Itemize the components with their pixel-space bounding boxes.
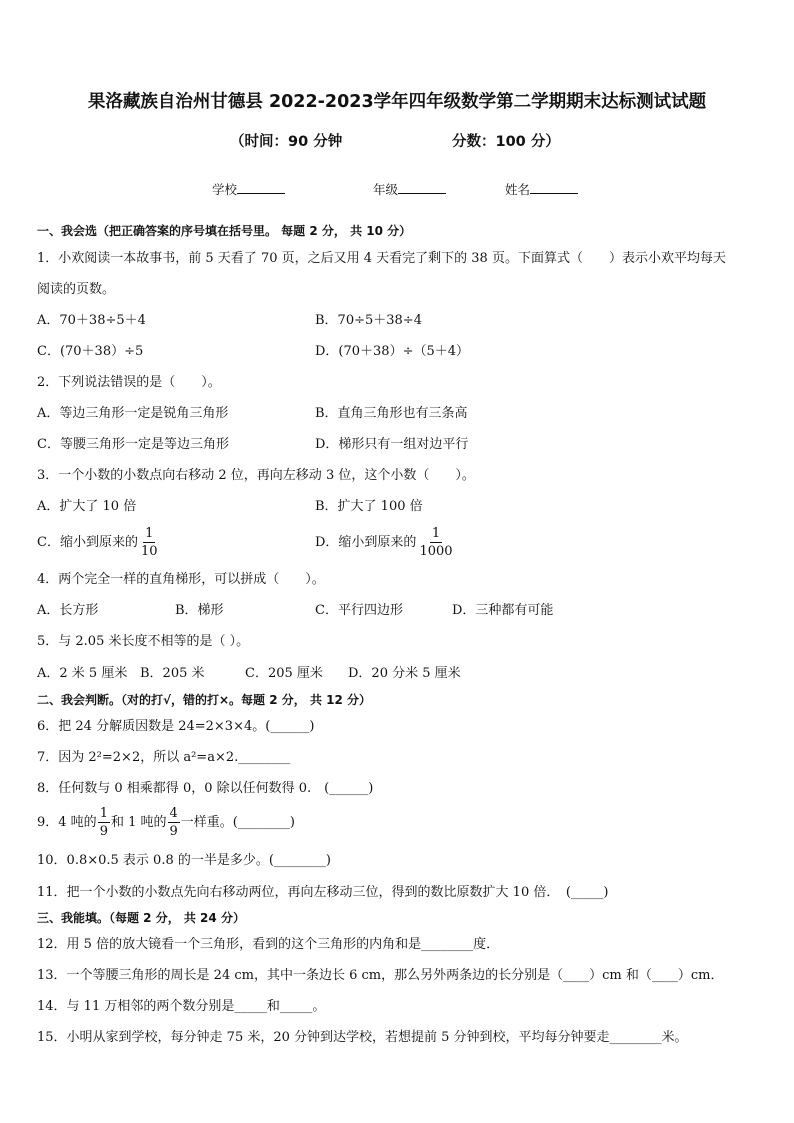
fraction-numerator: 4 (169, 806, 178, 821)
q2-option-b: B．直角三角形也有三条高 (315, 406, 468, 421)
q3-option-d (315, 526, 456, 559)
q5-option-c: C．205 厘米 (245, 666, 323, 681)
q6: 6．把 24 分解质因数是 24=2×3×4。(______) (37, 719, 315, 734)
q13: 13．一个等腰三角形的周长是 24 cm，其中一条边长 6 cm，那么另外两条边的长分别是（____）cm 和（____）cm． (37, 968, 724, 983)
exam-title: 果洛藏族自治州甘德县 2022-2023学年四年级数学第二学期期末达标测试试题 (87, 92, 707, 112)
q3-option-d-text: D．缩小到原来的 (315, 535, 417, 550)
q9-suffix: 一样重。(________) (180, 815, 295, 830)
q9-fraction-2 (168, 806, 180, 839)
q2-option-c: C．等腰三角形一定是等边三角形 (37, 437, 229, 452)
q12: 12．用 5 倍的放大镜看一个三角形，看到的这个三角形的内角和是________度． (37, 937, 500, 952)
q1-stem-line1: 1．小欢阅读一本故事书，前 5 天看了 70 页，之后又用 4 天看完了剩下的 38 页。下面算式（ ）表示小欢平均每天 (37, 251, 726, 266)
section-1-heading: 一、我会选（把正确答案的序号填在括号里。 每题 2 分， 共 10 分） (37, 224, 412, 238)
q5-option-d: D．20 分米 5 厘米 (348, 666, 461, 681)
name-blank (530, 180, 578, 194)
fraction-numerator: 1 (99, 806, 108, 821)
q1-option-c: C．(70＋38）÷5 (37, 344, 144, 359)
q4-option-c: C．平行四边形 (315, 603, 403, 618)
q9 (37, 806, 295, 839)
q3-option-b: B．扩大了 100 倍 (315, 499, 423, 514)
exam-time: （时间：90 分钟 (230, 134, 343, 150)
q4-stem: 4．两个完全一样的直角梯形，可以拼成（ ）。 (37, 572, 325, 587)
q10: 10．0.8×0.5 表示 0.8 的一半是多少。(________) (37, 853, 331, 868)
fraction-denominator: 1000 (419, 544, 453, 559)
q5-stem: 5．与 2.05 米长度不相等的是（ ）。 (37, 634, 250, 649)
q9-prefix: 9．4 吨的 (37, 815, 97, 830)
section-3-heading: 三、我能填。（每题 2 分， 共 24 分） (37, 911, 245, 925)
q14: 14．与 11 万相邻的两个数分别是_____和_____。 (37, 999, 326, 1014)
exam-score: 分数：100 分） (452, 134, 560, 150)
fraction-denominator: 9 (99, 824, 108, 839)
q3-option-c-fraction (139, 526, 160, 559)
q3-option-c-text: C．缩小到原来的 (37, 535, 138, 550)
q3-option-c (37, 526, 161, 559)
grade-label: 年级 (373, 182, 399, 197)
q2-option-a: A．等边三角形一定是锐角三角形 (37, 406, 229, 421)
grade-blank (398, 180, 446, 194)
q7: 7．因为 2²=2×2，所以 a²=a×2.________ (37, 750, 291, 765)
fraction-denominator: 9 (169, 824, 178, 839)
q5-option-b: B．205 米 (140, 666, 205, 681)
q3-stem: 3．一个小数的小数点向右移动 2 位，再向左移动 3 位，这个小数（ ）。 (37, 468, 475, 483)
school-label: 学校 (212, 182, 238, 197)
school-field (212, 180, 285, 198)
q5-option-a: A．2 米 5 厘米 (37, 666, 128, 681)
q2-stem: 2．下列说法错误的是（ ）。 (37, 375, 221, 390)
school-blank (237, 180, 285, 194)
q1-option-d: D．(70＋38）÷（5＋4） (315, 344, 470, 359)
q11: 11．把一个小数的小数点先向右移动两位，再向左移动三位，得到的数比原数扩大 10 倍． (_____) (37, 885, 609, 900)
q15: 15．小明从家到学校，每分钟走 75 米，20 分钟到达学校，若想提前 5 分钟到校，平均每分钟要走________米。 (37, 1030, 688, 1045)
q4-option-a: A．长方形 (37, 603, 99, 618)
grade-field (373, 180, 446, 198)
q8: 8．任何数与 0 相乘都得 0，0 除以任何数得 0. (______) (37, 781, 374, 796)
q9-middle: 和 1 吨的 (110, 815, 167, 830)
q3-option-d-fraction (417, 526, 454, 559)
q2-option-d: D．梯形只有一组对边平行 (315, 437, 469, 452)
name-field (505, 180, 578, 198)
section-2-heading: 二、我会判断。（对的打√，错的打×。每题 2 分， 共 12 分） (37, 693, 371, 707)
q9-fraction-1 (98, 806, 110, 839)
q1-stem-line2: 阅读的页数。 (37, 282, 116, 297)
fraction-numerator: 1 (431, 526, 441, 541)
q3-option-a: A．扩大了 10 倍 (37, 499, 137, 514)
name-label: 姓名 (505, 182, 531, 197)
q4-option-b: B．梯形 (175, 603, 224, 618)
q4-option-d: D．三种都有可能 (452, 603, 554, 618)
q1-option-b: B．70÷5＋38÷4 (315, 313, 422, 328)
q1-option-a: A．70＋38÷5＋4 (37, 313, 146, 328)
fraction-denominator: 10 (140, 544, 158, 559)
fraction-numerator: 1 (145, 526, 154, 541)
